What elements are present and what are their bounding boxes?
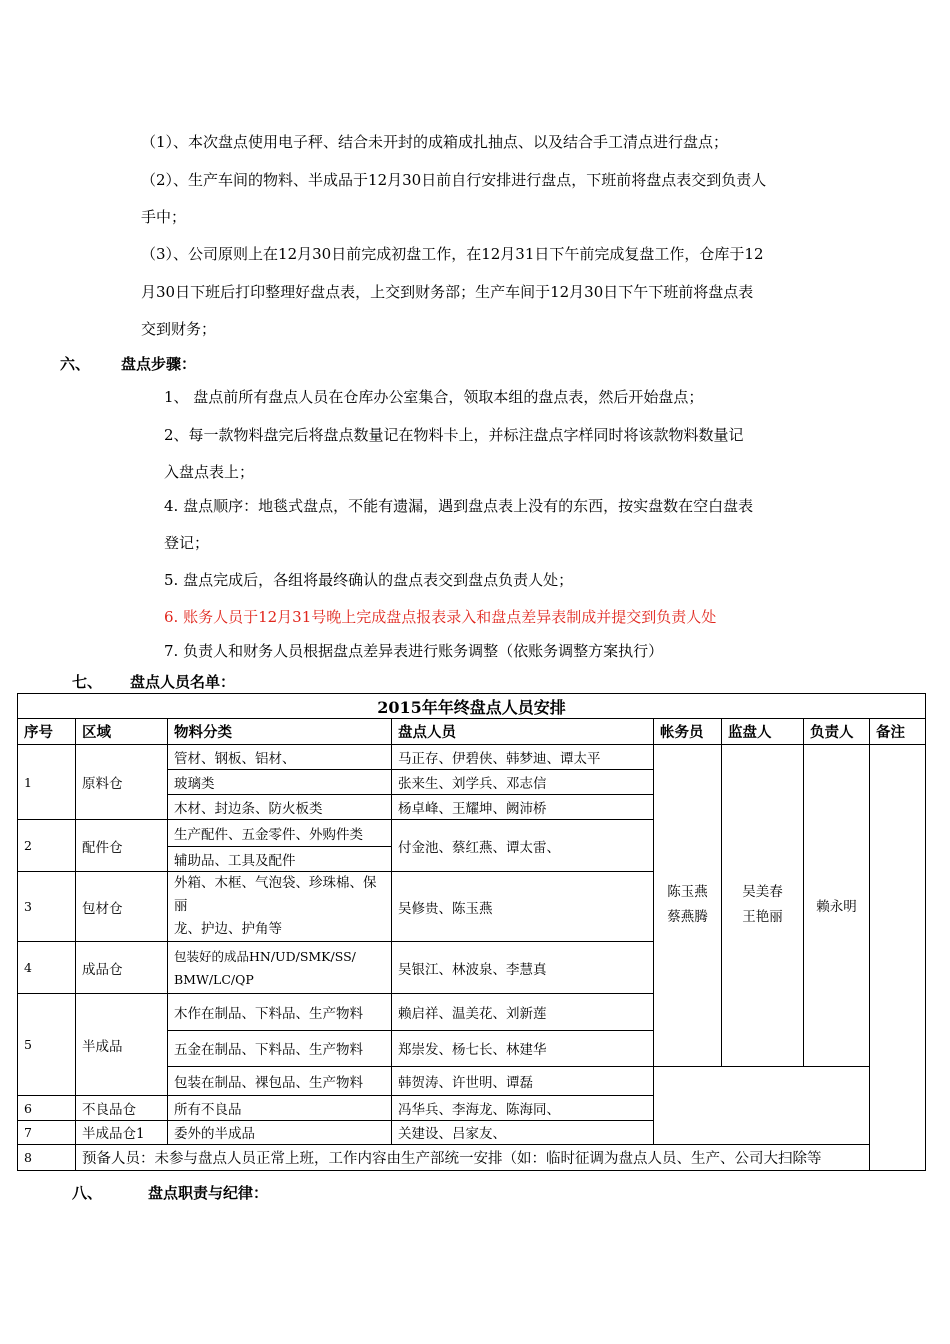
section-title: 盘点职责与纪律： [148,1184,269,1202]
supervisor-name: 吴美春 [742,884,783,901]
step-line: 2、每一款物料盘完后将盘点数量记在物料卡上，并标注盘点字样同时将该款物料数量记 [164,426,744,444]
column-header: 监盘人 [722,719,804,745]
step-line: 7. 负责人和财务人员根据盘点差异表进行账务调整（依账务调整方案执行） [164,642,664,660]
category-cell: 委外的半成品 [168,1120,392,1144]
table-row [18,1145,926,1171]
section-title: 盘点步骤： [121,355,197,373]
step-line: 1、 盘点前所有盘点人员在仓库办公室集合，领取本组的盘点表，然后开始盘点； [164,388,704,406]
category-cell: 辅助品、工具及配件 [168,847,392,872]
category-line: 包装好的成品HN/UD/SMK/SS/ [174,948,356,964]
staff-cell: 吴修贵、陈玉燕 [392,872,654,942]
paragraph-line: 交到财务； [141,320,217,338]
supervisor-cell [722,745,804,1067]
staff-cell: 韩贺涛、许世明、谭磊 [392,1066,654,1096]
column-header: 帐务员 [654,719,722,745]
category-line: 龙、护边、护角等 [174,921,282,937]
paragraph-line: 手中； [141,208,187,226]
seq-cell: 7 [18,1120,76,1144]
category-line: 外箱、木框、气泡袋、珍珠棉、保丽 [174,875,377,914]
accountant-cell [654,745,722,1067]
section-number: 六、 [60,355,91,373]
section-heading-7 [72,672,236,692]
manager-cell: 赖永明 [804,745,870,1067]
category-cell [168,872,392,942]
column-header: 负责人 [804,719,870,745]
column-header: 备注 [870,719,926,745]
column-header: 序号 [18,719,76,745]
seq-cell: 5 [18,994,76,1096]
step-line: 4. 盘点顺序：地毯式盘点，不能有遗漏，遇到盘点表上没有的东西，按实盘数在空白盘表 [164,497,754,515]
staff-cell: 郑崇发、杨七长、林建华 [392,1030,654,1066]
category-line: BMW/LC/QP [174,971,254,987]
step-line: 登记； [164,534,210,552]
table-row [18,1096,926,1120]
section-number: 七、 [72,673,103,691]
paragraph-line: （3）、公司原则上在12月30日前完成初盘工作，在12月31日下午前完成复盘工作，仓库于12 [141,245,764,263]
staff-cell: 关建设、吕家友、 [392,1120,654,1144]
paragraph-line: （2）、生产车间的物料、半成品于12月30日前自行安排进行盘点，下班前将盘点表交到负责人 [141,171,767,189]
table-title: 2015年年终盘点人员安排 [18,694,926,719]
category-cell: 包装在制品、裸包品、生产物料 [168,1066,392,1096]
category-cell: 生产配件、五金零件、外购件类 [168,820,392,847]
category-cell: 玻璃类 [168,770,392,795]
seq-cell: 3 [18,872,76,942]
step-line-highlight: 6. 账务人员于12月31号晚上完成盘点报表录入和盘点差异表制成并提交到负责人处 [164,608,717,626]
area-cell: 半成品 [76,994,168,1096]
staff-cell: 冯华兵、李海龙、陈海同、 [392,1096,654,1120]
accountant-name: 陈玉燕 [667,884,708,901]
staff-cell: 马正存、伊碧侠、韩梦迪、谭太平 [392,745,654,770]
section-title: 盘点人员名单： [130,673,236,691]
area-cell: 配件仓 [76,820,168,872]
section-heading-6 [60,354,197,374]
category-cell: 木材、封边条、防火板类 [168,795,392,820]
category-cell [168,942,392,994]
step-line: 入盘点表上； [164,463,255,481]
table-row [18,745,926,770]
area-cell: 包材仓 [76,872,168,942]
area-cell: 不良品仓 [76,1096,168,1120]
staff-cell: 吴银江、林波泉、李慧真 [392,942,654,994]
staff-roster-table [17,693,926,1171]
seq-cell: 8 [18,1145,76,1171]
supervisor-name: 王艳丽 [742,909,783,926]
column-header: 区域 [76,719,168,745]
seq-cell: 4 [18,942,76,994]
seq-cell: 1 [18,745,76,820]
step-line: 5. 盘点完成后，各组将最终确认的盘点表交到盘点负责人处； [164,571,574,589]
staff-cell: 赖启祥、温美花、刘新莲 [392,994,654,1031]
category-cell: 木作在制品、下料品、生产物料 [168,994,392,1031]
reserve-staff-cell: 预备人员：未参与盘点人员正常上班，工作内容由生产部统一安排（如：临时征调为盘点人员、生产、公司大扫除等 [76,1145,926,1171]
category-cell: 管材、钢板、铝材、 [168,745,392,770]
category-cell: 五金在制品、下料品、生产物料 [168,1030,392,1066]
area-cell: 成品仓 [76,942,168,994]
seq-cell: 2 [18,820,76,872]
staff-cell: 付金池、蔡红燕、谭太雷、 [392,820,654,872]
accountant-name: 蔡燕腾 [667,909,708,926]
staff-cell: 张来生、刘学兵、邓志信 [392,770,654,795]
remarks-cell [870,745,926,1171]
section-heading-8 [72,1183,269,1203]
table-header-row [18,719,926,745]
column-header: 盘点人员 [392,719,654,745]
area-cell: 原料仓 [76,745,168,820]
table-row [18,1120,926,1144]
staff-cell: 杨卓峰、王耀坤、阙沛桥 [392,795,654,820]
category-cell: 所有不良品 [168,1096,392,1120]
column-header: 物料分类 [168,719,392,745]
section-number: 八、 [72,1184,103,1202]
seq-cell: 6 [18,1096,76,1120]
paragraph-line: 月30日下班后打印整理好盘点表，上交到财务部；生产车间于12月30日下午下班前将盘点表 [141,283,754,301]
paragraph-line: （1）、本次盘点使用电子秤、结合未开封的成箱成扎抽点、以及结合手工清点进行盘点； [141,133,729,151]
area-cell: 半成品仓1 [76,1120,168,1144]
